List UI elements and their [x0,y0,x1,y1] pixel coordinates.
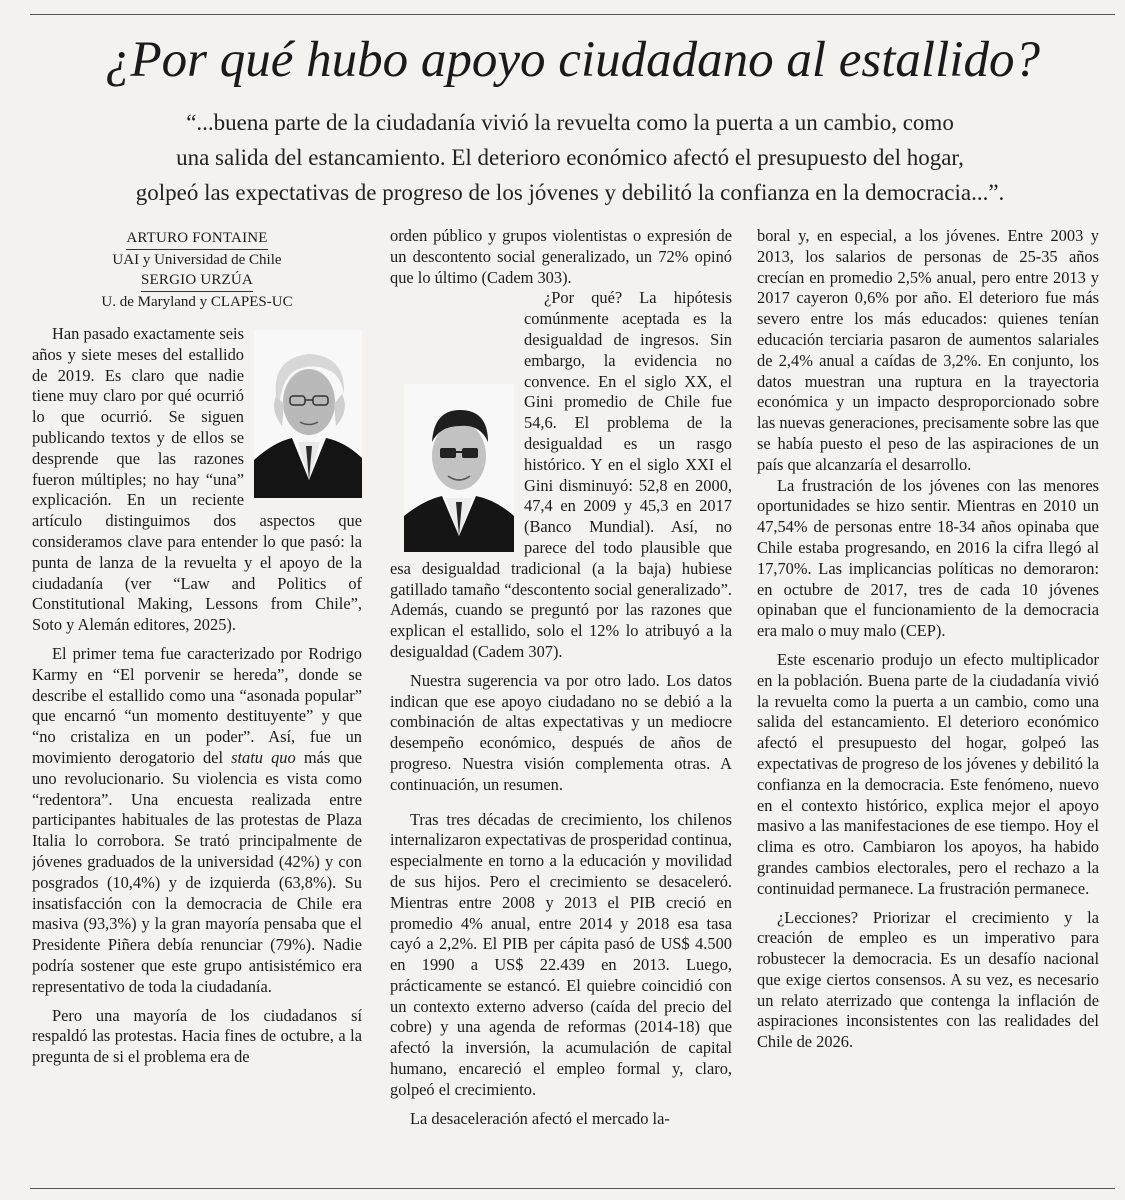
portrait-illustration [254,330,362,498]
byline-author-2 [32,270,362,292]
article-column-2 [390,226,732,1181]
author-photo-fontaine [254,330,362,498]
author-photo-urzua [404,384,514,552]
portrait-illustration [404,384,514,552]
author-affiliation: U. de Maryland y CLAPES-UC [101,294,293,310]
bottom-rule [30,1188,1115,1189]
author-affiliation: UAI y Universidad de Chile [112,252,282,268]
paragraph: Han pasado exactamente seis años y siete meses del estallido de 2019. Es claro que nadie tiene muy claro por qué ocurrió lo que ocurrió. Se siguen publicando textos y de ellos se desprende que las razones fueron múltiples; no hay “una” explicación. En un reciente artículo distinguimos dos aspectos que consideramos clave para entender lo que pasó: la punta de lanza de la revuelta y el apoyo de la ciudadanía (ver “Law and Politics of Constitutional Making, Lessons from Chile”, Soto y Alemán editores, 2025). [32,324,362,635]
headline: ¿Por qué hubo apoyo ciudadano al estallido? [105,32,1040,88]
pull-quote [60,105,1080,210]
pull-quote-line: “...buena parte de la ciudadanía vivió la revuelta como la puerta a un cambio, como [186,110,954,135]
pull-quote-line: una salida del estancamiento. El deterioro económico afectó el presupuesto del hogar, [176,145,964,170]
article-column-1 [32,228,362,1183]
author-name: ARTURO FONTAINE [126,228,267,250]
paragraph: La desaceleración afectó el mercado la- [410,1108,670,1128]
paragraph: La frustración de los jóvenes con las menores oportunidades se hizo sentir. Mientras en 2010 un 47,54% de personas entre 18-34 años opinaba que Chile estaba progresando, en 2016 la cifra llegó al 17,70%. Las implicancias políticas no demoraron: en octubre de 2017, tres de cada 10 jóvenes opinaban que el funcionamiento de la democracia era malo o muy malo (CEP). [757,475,1099,641]
paragraph: El primer tema fue caracterizado por Rodrigo Karmy en “El porvenir se hereda”, donde se describe el estallido como una “asonada popular” que encarnó “un momento destituyente” y que “no cristaliza en un poder”. Así, fue un movimiento derogatorio del statu quo más que uno revolucionario. Su violencia es vista como “redentora”. Una encuesta realizada entre participantes habituales de las protestas de Plaza Italia lo corrobora. Se trató principalmente de jóvenes graduados de la universidad (42%) y con posgrados (10,4%) y de izquierda (63,8%). Su insatisfacción con la democracia de Chile era masiva (93,3%) y la gran mayoría pensaba que el Presidente Piñera debía renunciar (79%). Nadie podría sostener que este grupo antisistémico era representativo de toda la ciudadanía. [32,643,362,996]
paragraph: boral y, en especial, a los jóvenes. Entre 2003 y 2013, los salarios de personas de 25-35 años crecían en promedio 2,5% anual, pero entre 2013 y 2017 cayeron 0,6% por año. El deterioro fue más severo entre los más educados: quienes tenían educación terciaria pasaron de aumentos salariales de 2,4% anual a caídas de 3,2%. En conjunto, los datos muestran una ruptura en la trayectoria económica y un impacto desproporcionado sobre las nuevas generaciones, precisamente sobre las que se había puesto el peso de las aspiraciones de un país que alcanzaría el desarrollo. [757,226,1099,474]
paragraph: Nuestra sugerencia va por otro lado. Los datos indican que ese apoyo ciudadano no se debió a la combinación de altas expectativas y un mediocre desempeño económico, después de años de progreso. Nuestra visión complementa otras. A continuación, un resumen. [390,670,732,794]
paragraph: Este escenario produjo un efecto multiplicador en la población. Buena parte de la ciudadanía vivió la revuelta como la puerta a un cambio, como una salida del estancamiento. El deterioro económico afectó el presupuesto del hogar, golpeó las expectativas de progreso de los jóvenes y debilitó la confianza en la democracia. Este fenómeno, nuevo en el contexto histórico, explica mejor el apoyo masivo a las manifestaciones de ese tiempo. Hoy el clima es otro. Cambiaron los apoyos, ha habido grandes cambios electorales, pero el rechazo a la continuidad permanece. La frustración permanece. [757,649,1099,898]
paragraph: ¿Lecciones? Priorizar el crecimiento y la creación de empleo es un imperativo para robustecer la democracia. Es un desafío nacional que exige ciertos consensos. A su vez, es necesario un relato aterrizado que contenga la inflación de aspiraciones inconsistentes con las realidades del Chile de 2026. [757,907,1099,1052]
paragraph: orden público y grupos violentistas o expresión de un descontento social generalizado, un 72% opinó que lo último (Cadem 303). [390,226,732,287]
italic-phrase: statu quo [231,747,296,767]
paragraph: Tras tres décadas de crecimiento, los chilenos internalizaron expectativas de prosperidad continua, especialmente en torno a la educación y movilidad de sus hijos. Pero el crecimiento se desaceleró. Mientras entre 2008 y 2013 el PIB creció en promedio 4% anual, entre 2014 y 2018 esa tasa cayó a 2,2%. El PIB per cápita pasó de US$ 4.500 en 1990 a US$ 22.439 en 2013. Luego, prácticamente se estancó. El quiebre coincidió con un contexto externo adverso (caída del precio del cobre) y una agenda de reformas (2014-18) que afectó la inversión, la acumulación de capital humano, encareció el empleo formal y, claro, golpeó el crecimiento. [390,809,732,1099]
byline-author-1 [32,228,362,250]
author-name: SERGIO URZÚA [141,270,253,292]
pull-quote-line: golpeó las expectativas de progreso de los jóvenes y debilitó la confianza en la democracia...”. [135,180,1005,205]
article-column-3 [757,226,1099,1181]
top-rule [30,14,1115,15]
paragraph: ¿Por qué? La hipótesis comúnmente aceptada es la desigualdad de ingresos. Sin embargo, la evidencia no convence. En el siglo XX, el Gini promedio de Chile fue 54,6. El problema de la desigualdad es un rasgo histórico. Y en el siglo XXI el Gini disminuyó: 52,8 en 2000, 47,4 en 2009 y 45,3 en 2017 (Banco Mundial). Así, no parece del todo plausible que esa desigualdad tradicional (a la baja) hubiese gatillado tamaño “descontento social generalizado”. Además, cuando se preguntó por las razones que explican el estallido, solo el 12% lo atribuyó a la desigualdad (Cadem 307). [390,288,732,661]
paragraph: Pero una mayoría de los ciudadanos sí respaldó las protestas. Hacia fines de octubre, a la pregunta de si el problema era de [32,1005,362,1067]
